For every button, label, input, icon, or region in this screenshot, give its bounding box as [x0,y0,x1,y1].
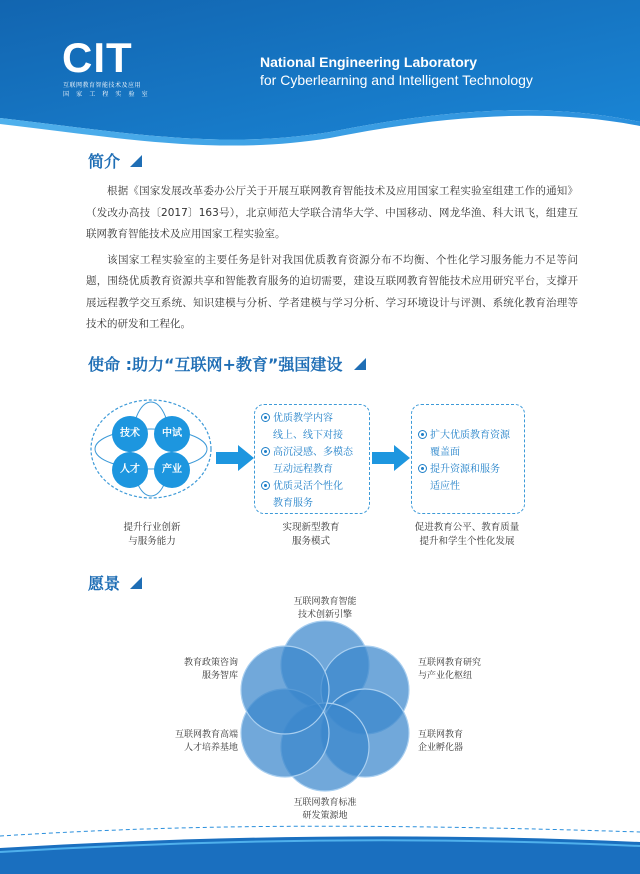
caption-line: 提升和学生个性化发展 [419,536,515,547]
vision-label-line: 互联网教育 [418,730,464,740]
circle-industry [154,452,190,488]
logo-subtitle-2: 国 家 工 程 实 验 室 [63,91,151,98]
circle-talent-label: 人才 [120,464,140,475]
caption-line: 实现新型教育 [282,522,340,533]
caption-line: 与服务能力 [128,536,176,547]
box1-item-text: 高沉浸感、多模态 [273,447,353,458]
circle-talent [112,452,148,488]
caption-education-equity [404,521,530,549]
vision-label-line: 人才培养基地 [183,743,238,753]
caption-line: 提升行业创新 [123,522,181,533]
intro-paragraph-1: 根据《国家发展改革委办公厅关于开展互联网教育智能技术及应用国家工程实验室组建工作的通知》（发改办高技〔2017〕163号），北京师范大学联合清华大学、中国移动、网龙华渔、科大讯飞，组建互联网教育智能技术及应用国家工程实验室。 [86,185,578,240]
circle-pilot-label: 中试 [162,428,182,439]
vision-label-line: 教育政策咨询 [183,658,238,668]
circle-technology [112,416,148,452]
box1-item-text: 线上、线下对接 [273,430,343,441]
circle-pilot [154,416,190,452]
logo-text: CIT [62,34,133,79]
mission-box-education-equity [411,404,525,514]
box1-item-text: 互动远程教育 [273,464,333,475]
vision-label-line: 互联网教育研究 [418,658,482,668]
vision-label-line: 互联网教育标准 [293,798,357,808]
mission-box-service-mode [254,404,370,514]
box2-item [418,427,524,444]
box1-item-text: 优质教学内容 [273,413,333,424]
intro-title: 简介 [88,149,142,172]
bullet-icon [418,430,427,439]
box2-item-text: 覆盖面 [430,447,460,458]
box2-item-text: 提升资源和服务 [430,464,500,475]
box1-item [261,478,369,495]
circle-industry-label: 产业 [162,464,182,475]
vision-label-line: 研发策源地 [302,811,348,821]
triangle-icon [354,358,366,370]
caption-line: 服务模式 [291,536,330,547]
box2-item-text: 扩大优质教育资源 [430,430,510,441]
box1-item-text: 教育服务 [273,498,313,509]
caption-industry-innovation [104,521,200,549]
vision-title: 愿景 [88,571,142,594]
vision-label-line: 互联网教育智能 [293,597,357,607]
arrow-right-icon [216,445,254,471]
bullet-icon [418,464,427,473]
cit-logo [62,34,152,79]
box2-item [418,478,524,495]
vision-label-line: 服务智库 [201,671,238,681]
box2-item [418,461,524,478]
box1-item-text: 优质灵活个性化 [273,481,343,492]
triangle-icon [130,577,142,589]
bullet-icon [261,413,270,422]
intro-text [86,181,578,336]
arrow-right-icon [372,445,410,471]
mission-cycle-diagram [86,394,216,504]
vision-venn-diagram [240,615,410,795]
venn-circle [241,646,329,734]
mission-title: 使命 :助力“互联网+教育”强国建设 [88,352,366,375]
lab-name-line1: National Engineering Laboratory [260,54,478,70]
vision-label-talent [168,729,238,755]
lab-name-line2: for Cyberlearning and Intelligent Technology [260,72,533,88]
box2-item [418,444,524,461]
caption-line: 促进教育公平、教育质量 [414,522,520,533]
vision-label-incubator [418,729,463,755]
vision-label-standards [290,797,360,823]
bullet-icon [261,481,270,490]
box1-item [261,444,369,461]
circle-technology-label: 技术 [120,428,140,439]
logo-subtitle-1: 互联网教育智能技术及应用 [63,82,142,89]
box1-item [261,461,369,478]
vision-label-line: 技术创新引擎 [297,610,352,620]
vision-label-think-tank [168,657,238,683]
vision-label-line: 互联网教育高端 [174,730,238,740]
box1-item [261,495,369,512]
vision-label-line: 与产业化枢纽 [418,671,473,681]
intro-paragraph-2: 该国家工程实验室的主要任务是针对我国优质教育资源分布不均衡、个性化学习服务能力不足等问题，围绕优质教育资源共享和智能教育服务的迫切需要，建设互联网教育智能技术应用研究平台，支撑开展远程教学交互系统、知识建模与分析、学者建模与学习分析、学习环境设计与评测、系统化教育治理等技术的研发和工程化。 [86,253,578,330]
box1-item [261,427,369,444]
bullet-icon [261,447,270,456]
vision-label-engine [290,596,360,622]
footer-wave [0,822,640,874]
box2-item-text: 适应性 [430,481,460,492]
box1-item [261,410,369,427]
vision-label-line: 企业孵化器 [418,743,464,753]
caption-new-service-mode [262,521,360,549]
vision-label-hub [418,657,481,683]
triangle-icon [130,155,142,167]
